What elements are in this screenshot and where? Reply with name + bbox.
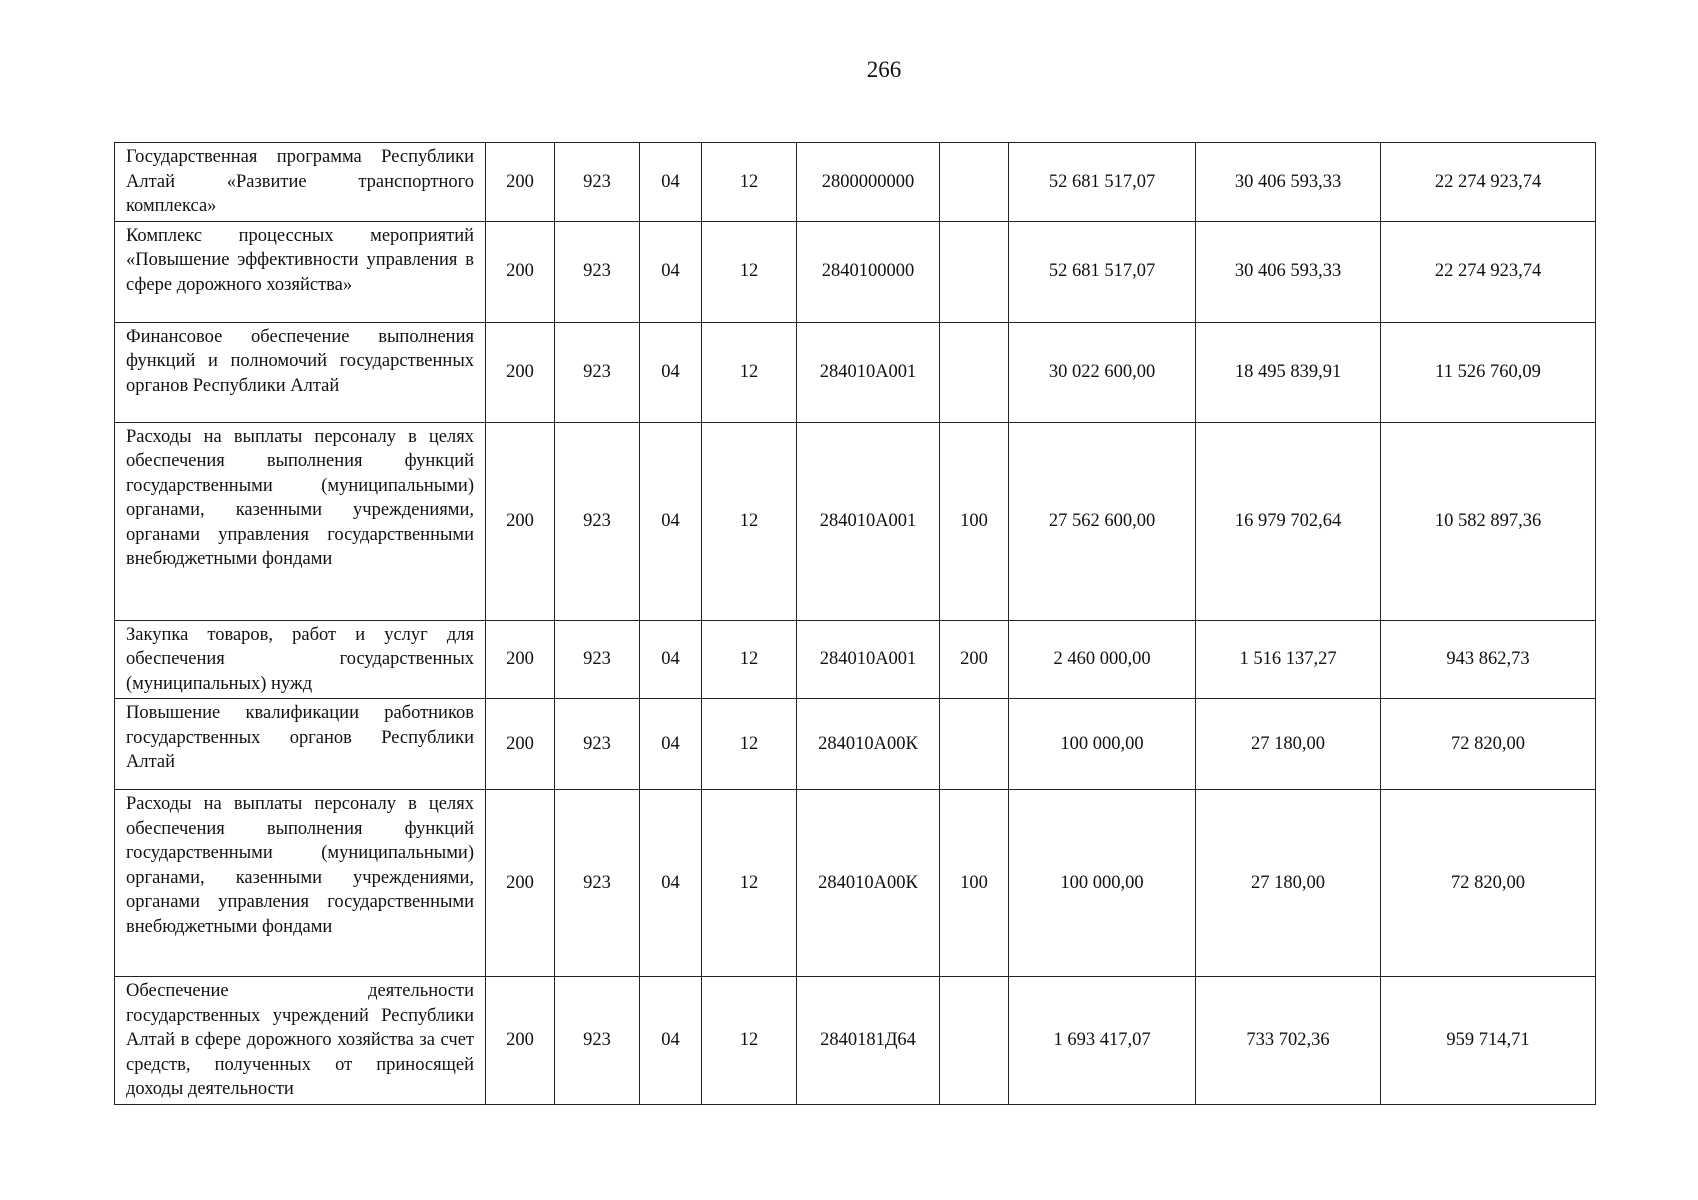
cell-subsection: 12 bbox=[702, 322, 797, 422]
cell-section: 04 bbox=[640, 221, 702, 322]
table-row bbox=[115, 977, 1596, 1105]
cell-expense-type bbox=[940, 977, 1009, 1105]
row-name: Государственная программа Республики Алтай «Развитие транспортного комплекса» bbox=[115, 143, 486, 222]
cell-subsection: 12 bbox=[702, 143, 797, 222]
cell-remainder: 22 274 923,74 bbox=[1381, 221, 1596, 322]
table-row bbox=[115, 620, 1596, 699]
cell-section: 04 bbox=[640, 790, 702, 977]
cell-expense-type bbox=[940, 699, 1009, 790]
cell-plan: 1 693 417,07 bbox=[1009, 977, 1196, 1105]
cell-remainder: 22 274 923,74 bbox=[1381, 143, 1596, 222]
table-row bbox=[115, 699, 1596, 790]
row-name: Финансовое обеспечение выполнения функций и полномочий государственных органов Республики Алтай bbox=[115, 322, 486, 422]
cell-ministry-code: 923 bbox=[555, 322, 640, 422]
cell-plan: 30 022 600,00 bbox=[1009, 322, 1196, 422]
row-name: Закупка товаров, работ и услуг для обеспечения государственных (муниципальных) нужд bbox=[115, 620, 486, 699]
cell-ministry-code: 923 bbox=[555, 221, 640, 322]
cell-executed: 27 180,00 bbox=[1196, 699, 1381, 790]
cell-target-article: 284010А001 bbox=[797, 620, 940, 699]
cell-section: 04 bbox=[640, 422, 702, 620]
cell-subsection: 12 bbox=[702, 422, 797, 620]
row-name: Расходы на выплаты персоналу в целях обеспечения выполнения функций государственными (муниципальными) органами, казенными учреждениями, органами управления государственными внебюджетными фондами bbox=[115, 422, 486, 620]
cell-plan: 100 000,00 bbox=[1009, 790, 1196, 977]
cell-remainder: 959 714,71 bbox=[1381, 977, 1596, 1105]
cell-target-article: 2840181Д64 bbox=[797, 977, 940, 1105]
cell-target-article: 2840100000 bbox=[797, 221, 940, 322]
cell-ministry-code: 923 bbox=[555, 790, 640, 977]
cell-admin-code: 200 bbox=[486, 221, 555, 322]
table-row bbox=[115, 422, 1596, 620]
cell-ministry-code: 923 bbox=[555, 143, 640, 222]
table-row bbox=[115, 221, 1596, 322]
cell-section: 04 bbox=[640, 322, 702, 422]
cell-admin-code: 200 bbox=[486, 790, 555, 977]
cell-admin-code: 200 bbox=[486, 322, 555, 422]
cell-executed: 733 702,36 bbox=[1196, 977, 1381, 1105]
cell-plan: 100 000,00 bbox=[1009, 699, 1196, 790]
cell-target-article: 284010А001 bbox=[797, 322, 940, 422]
cell-executed: 27 180,00 bbox=[1196, 790, 1381, 977]
cell-target-article: 284010А00К bbox=[797, 699, 940, 790]
cell-expense-type bbox=[940, 143, 1009, 222]
budget-table bbox=[114, 142, 1596, 1105]
cell-subsection: 12 bbox=[702, 977, 797, 1105]
cell-remainder: 10 582 897,36 bbox=[1381, 422, 1596, 620]
cell-subsection: 12 bbox=[702, 620, 797, 699]
cell-ministry-code: 923 bbox=[555, 620, 640, 699]
cell-remainder: 72 820,00 bbox=[1381, 699, 1596, 790]
cell-executed: 30 406 593,33 bbox=[1196, 221, 1381, 322]
cell-admin-code: 200 bbox=[486, 977, 555, 1105]
cell-plan: 27 562 600,00 bbox=[1009, 422, 1196, 620]
cell-admin-code: 200 bbox=[486, 422, 555, 620]
row-name: Комплекс процессных мероприятий «Повышение эффективности управления в сфере дорожного хозяйства» bbox=[115, 221, 486, 322]
cell-target-article: 284010А00К bbox=[797, 790, 940, 977]
cell-subsection: 12 bbox=[702, 790, 797, 977]
row-name: Повышение квалификации работников государственных органов Республики Алтай bbox=[115, 699, 486, 790]
cell-section: 04 bbox=[640, 620, 702, 699]
cell-plan: 52 681 517,07 bbox=[1009, 143, 1196, 222]
cell-executed: 30 406 593,33 bbox=[1196, 143, 1381, 222]
page-number: 266 bbox=[866, 57, 902, 82]
cell-expense-type bbox=[940, 221, 1009, 322]
cell-expense-type: 100 bbox=[940, 422, 1009, 620]
table-row bbox=[115, 790, 1596, 977]
row-name: Расходы на выплаты персоналу в целях обеспечения выполнения функций государственными (муниципальными) органами, казенными учреждениями, органами управления государственными внебюджетными фондами bbox=[115, 790, 486, 977]
cell-remainder: 11 526 760,09 bbox=[1381, 322, 1596, 422]
cell-subsection: 12 bbox=[702, 699, 797, 790]
cell-admin-code: 200 bbox=[486, 143, 555, 222]
cell-expense-type bbox=[940, 322, 1009, 422]
cell-admin-code: 200 bbox=[486, 620, 555, 699]
cell-expense-type: 200 bbox=[940, 620, 1009, 699]
cell-ministry-code: 923 bbox=[555, 977, 640, 1105]
cell-remainder: 943 862,73 bbox=[1381, 620, 1596, 699]
cell-ministry-code: 923 bbox=[555, 422, 640, 620]
cell-admin-code: 200 bbox=[486, 699, 555, 790]
table-row bbox=[115, 143, 1596, 222]
cell-expense-type: 100 bbox=[940, 790, 1009, 977]
cell-executed: 1 516 137,27 bbox=[1196, 620, 1381, 699]
cell-section: 04 bbox=[640, 143, 702, 222]
cell-subsection: 12 bbox=[702, 221, 797, 322]
cell-executed: 16 979 702,64 bbox=[1196, 422, 1381, 620]
row-name: Обеспечение деятельности государственных учреждений Республики Алтай в сфере дорожного хозяйства за счет средств, полученных от приносящей доходы деятельности bbox=[115, 977, 486, 1105]
cell-plan: 2 460 000,00 bbox=[1009, 620, 1196, 699]
cell-target-article: 284010А001 bbox=[797, 422, 940, 620]
cell-section: 04 bbox=[640, 977, 702, 1105]
table-row bbox=[115, 322, 1596, 422]
cell-plan: 52 681 517,07 bbox=[1009, 221, 1196, 322]
cell-section: 04 bbox=[640, 699, 702, 790]
cell-ministry-code: 923 bbox=[555, 699, 640, 790]
cell-executed: 18 495 839,91 bbox=[1196, 322, 1381, 422]
cell-target-article: 2800000000 bbox=[797, 143, 940, 222]
cell-remainder: 72 820,00 bbox=[1381, 790, 1596, 977]
